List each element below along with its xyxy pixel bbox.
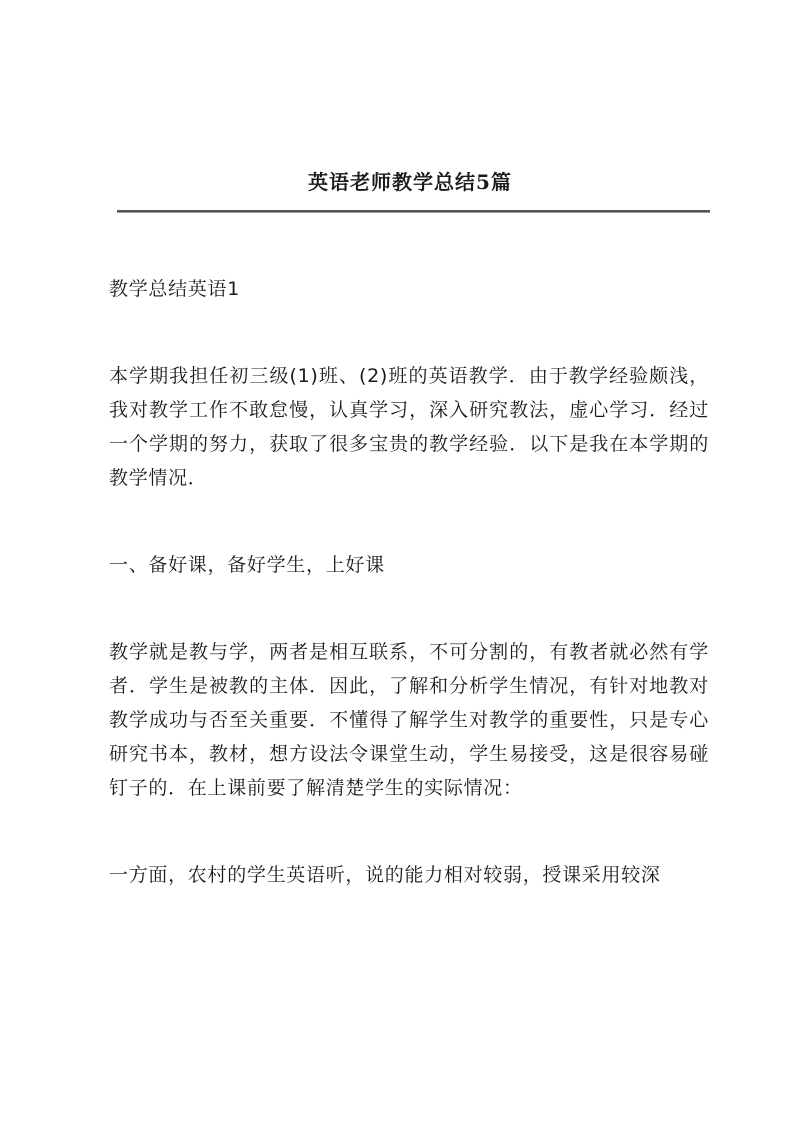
title-divider [117,210,710,213]
section-heading: 教学总结英语1 [109,278,240,300]
document-title: 英语老师教学总结5篇 [308,170,512,194]
body-paragraph: 本学期我担任初三级(1)班、(2)班的英语教学．由于教学经验颇浅，我对教学工作不敢怠慢，认真学习，深入研究教法，虚心学习．经过一个学期的努力，获取了很多宝贵的教学经验．以下是我在本学期的教学情况． [109,365,709,489]
body-paragraph: 教学就是教与学，两者是相互联系，不可分割的，有教者就必然有学者．学生是被教的主体．因此，了解和分析学生情况，有针对地教对教学成功与否至关重要．不懂得了解学生对教学的重要性，只是专心研究书本，教材，想方设法令课堂生动，学生易接受，这是很容易碰钉子的．在上课前要了解清楚学生的实际情况： [109,641,709,799]
body-paragraph: 一方面，农村的学生英语听，说的能力相对较弱，授课采用较深 [109,864,661,886]
section-heading: 一、备好课，备好学生，上好课 [109,554,385,576]
document-body [109,272,709,945]
